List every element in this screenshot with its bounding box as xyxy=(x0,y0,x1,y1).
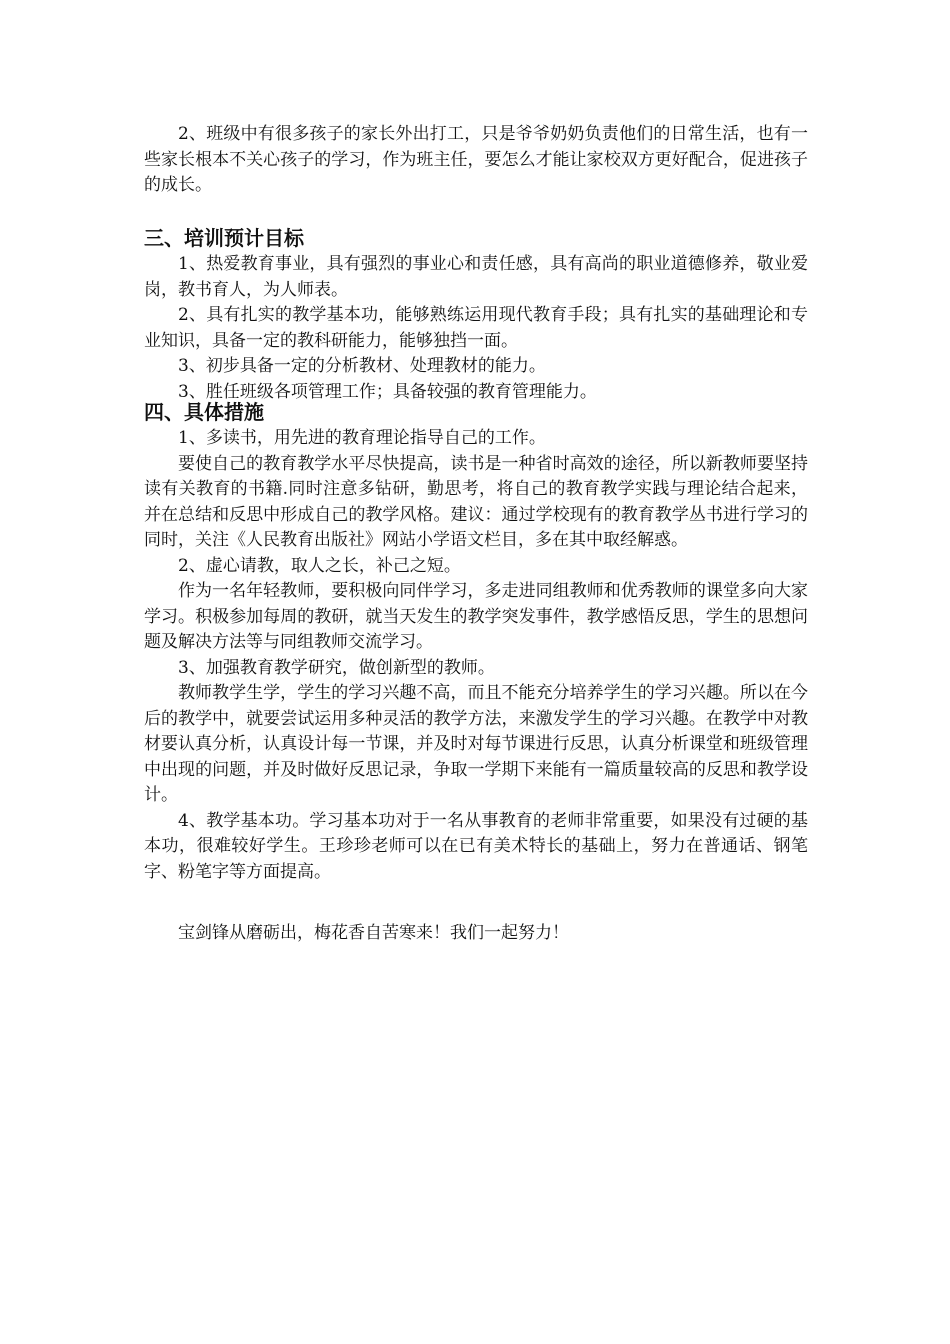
measure-title: 2、虚心请教，取人之长，补己之短。 xyxy=(178,555,461,576)
section-3-heading: 三、培训预计目标 xyxy=(144,226,304,250)
section-4-heading: 四、具体措施 xyxy=(144,400,264,424)
section-4 xyxy=(144,398,808,885)
intro-item: 2、班级中有很多孩子的家长外出打工，只是爷爷奶奶负责他们的日常生活，也有一些家长根本不关心孩子的学习，作为班主任，要怎么才能让家校双方更好配合，促进孩子的成长。 xyxy=(144,124,808,195)
measure-title: 3、加强教育教学研究，做创新型的教师。 xyxy=(178,657,495,678)
goal-item: 3、胜任班级各项管理工作；具备较强的教育管理能力。 xyxy=(178,381,597,402)
measure-body: 作为一名年轻教师，要积极向同伴学习，多走进同组教师和优秀教师的课堂多向大家学习。积极参加每周的教研，就当天发生的教学突发事件，教学感悟反思，学生的思想问题及解决方法等与同组教师交流学习。 xyxy=(144,581,808,652)
goal-item: 3、初步具备一定的分析教材、处理教材的能力。 xyxy=(178,356,546,376)
goal-item: 2、具有扎实的教学基本功，能够熟练运用现代教育手段；具有扎实的基础理论和专业知识，具备一定的教科研能力，能够独挡一面。 xyxy=(144,305,808,351)
section-3 xyxy=(144,224,808,405)
measure-body: 教师教学生学，学生的学习兴趣不高，而且不能充分培养学生的学习兴趣。所以在今后的教学中，就要尝试运用多种灵活的教学方法，来激发学生的学习兴趣。在教学中对教材要认真分析，认真设计每一节课，并及时对每节课进行反思，认真分析课堂和班级管理中出现的问题，并及时做好反思记录，争取一学期下来能有一篇质量较高的反思和教学设计。 xyxy=(144,683,808,805)
goal-item: 1、热爱教育事业，具有强烈的事业心和责任感，具有高尚的职业道德修养，敬业爱岗，教书育人，为人师表。 xyxy=(144,254,808,300)
measure-title: 1、多读书，用先进的教育理论指导自己的工作。 xyxy=(178,428,546,448)
measure-body: 要使自己的教育教学水平尽快提高，读书是一种省时高效的途径，所以新教师要坚持读有关教育的书籍.同时注意多钻研，勤思考，将自己的教育教学实践与理论结合起来，并在总结和反思中形成自己的教学风格。建议：通过学校现有的教育教学丛书进行学习的同时，关注《人民教育出版社》网站小学语文栏目，多在其中取经解惑。 xyxy=(144,453,808,550)
closing-block xyxy=(144,921,808,947)
closing-line: 宝剑锋从磨砺出，梅花香自苦寒来！我们一起努力！ xyxy=(178,923,569,943)
measure-item: 4、教学基本功。学习基本功对于一名从事教育的老师非常重要，如果没有过硬的基本功，很难较好学生。王珍珍老师可以在已有美术特长的基础上，努力在普通话、钢笔字、粉笔字等方面提高。 xyxy=(144,810,808,882)
intro-block xyxy=(144,122,808,199)
